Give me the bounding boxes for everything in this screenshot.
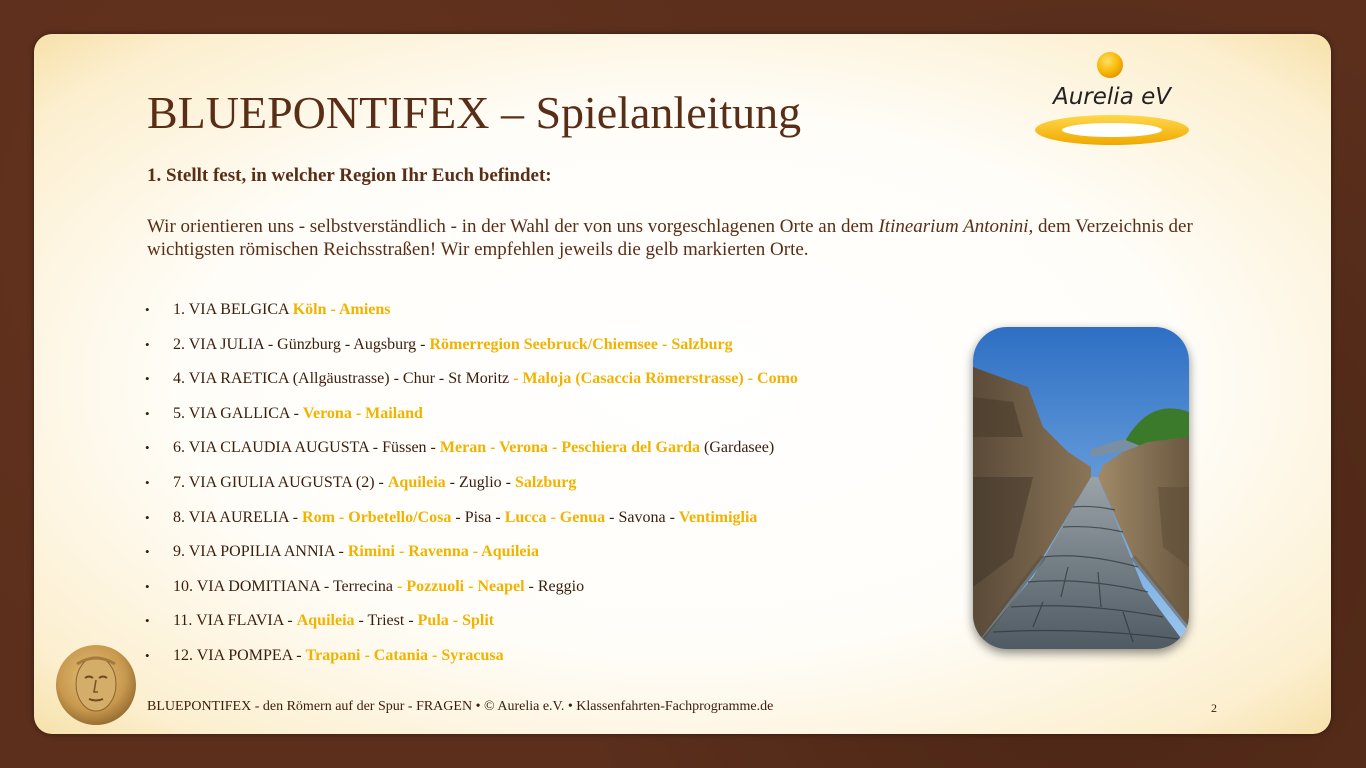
route-text: (Gardasee) <box>700 439 775 457</box>
route-highlight-place: Ventimiglia <box>678 508 758 526</box>
bullet-icon: • <box>145 578 150 594</box>
route-item <box>142 504 798 539</box>
bullet-icon: • <box>145 336 150 352</box>
bullet-icon: • <box>145 405 150 421</box>
route-text: 2. VIA JULIA - Günzburg - Augsburg - <box>173 335 430 353</box>
route-item <box>142 331 798 366</box>
bullet-icon: • <box>145 474 150 490</box>
route-item <box>142 538 798 573</box>
route-highlight-place: Verona - Mailand <box>302 404 423 422</box>
route-highlight-place: Aquileia <box>296 612 355 630</box>
bullet-icon: • <box>145 613 150 629</box>
intro-italic: Itinearium Antonini <box>878 216 1029 237</box>
route-text: 10. VIA DOMITIANA - Terrecina <box>173 577 398 595</box>
route-text: 12. VIA POMPEA - <box>173 646 306 664</box>
route-highlight-place: Lucca - Genua <box>504 508 606 526</box>
intro-text-1: Wir orientieren uns - selbstverständlich - in der Wahl der von uns vorgeschlagenen Orte an dem <box>147 216 879 237</box>
intro-text-2: , dem Verzeichnis der wichtigsten römischen Reichsstraßen! Wir empfehlen jeweils die gelb markierten Orte. <box>147 216 1193 260</box>
route-highlight-place: Trapani - Catania - Syracusa <box>305 646 504 664</box>
footer-text: BLUEPONTIFEX - den Römern auf der Spur - FRAGEN • © Aurelia e.V. • Klassenfahrten-Fachprogramme.de <box>147 699 774 714</box>
route-text: 8. VIA AURELIA - <box>173 508 303 526</box>
route-highlight-place: Rom - Orbetello/Cosa <box>302 508 452 526</box>
bullet-icon: • <box>145 647 150 663</box>
route-highlight-place: Meran - Verona - Peschiera del Garda <box>439 439 700 457</box>
route-text: 7. VIA GIULIA AUGUSTA (2) - <box>173 473 388 491</box>
route-text: - Savona - <box>605 508 679 526</box>
route-text: - Zuglio - <box>445 473 515 491</box>
bullet-icon: • <box>145 371 150 387</box>
sun-icon <box>1097 52 1123 78</box>
route-highlight-place: Aquileia <box>387 473 446 491</box>
bullet-icon: • <box>145 440 150 456</box>
route-item <box>142 573 798 608</box>
bullet-icon: • <box>145 302 150 317</box>
step-heading: 1. Stellt fest, in welcher Region Ihr Euch befindet: <box>147 165 552 186</box>
route-list <box>142 296 798 677</box>
slide <box>34 34 1331 734</box>
page-number: 2 <box>1211 701 1217 715</box>
route-highlight-place: - Pozzuoli - Neapel <box>397 577 525 595</box>
route-highlight-place: Rimini - Ravenna - Aquileia <box>347 543 539 561</box>
route-text: - Triest - <box>354 612 418 630</box>
route-item <box>142 434 798 469</box>
bullet-icon: • <box>145 544 150 560</box>
route-item <box>142 642 798 677</box>
route-text: 1. VIA BELGICA <box>173 301 293 318</box>
route-text: - Pisa - <box>451 508 505 526</box>
route-text: 9. VIA POPILIA ANNIA - <box>173 543 348 561</box>
route-text: 4. VIA RAETICA (Allgäustrasse) - Chur - St Moritz <box>173 370 514 388</box>
route-highlight-place: Pula - Split <box>417 612 495 630</box>
route-item <box>142 400 798 435</box>
route-item <box>142 296 798 331</box>
route-item <box>142 365 798 400</box>
route-highlight-place: Römerregion Seebruck/Chiemsee - Salzburg <box>429 335 733 353</box>
route-text: 11. VIA FLAVIA - <box>173 612 297 630</box>
route-item <box>142 607 798 642</box>
slide-title: BLUEPONTIFEX – Spielanleitung <box>147 87 802 138</box>
roman-road-photo <box>973 327 1189 649</box>
roman-face-medallion-icon <box>55 644 137 726</box>
route-text: - Reggio <box>524 577 585 595</box>
route-highlight-place: Salzburg <box>514 473 577 491</box>
aurelia-logo <box>1032 48 1194 150</box>
route-highlight-place: - Maloja (Casaccia Römerstrasse) - Como <box>513 370 798 388</box>
route-text: 5. VIA GALLICA - <box>173 404 303 422</box>
intro-paragraph <box>147 215 1207 261</box>
route-highlight-place: Köln - Amiens <box>292 301 391 318</box>
route-item <box>142 469 798 504</box>
bullet-icon: • <box>145 509 150 525</box>
route-text: 6. VIA CLAUDIA AUGUSTA - Füssen - <box>173 439 440 457</box>
logo-text: Aurelia eV <box>1053 84 1171 110</box>
